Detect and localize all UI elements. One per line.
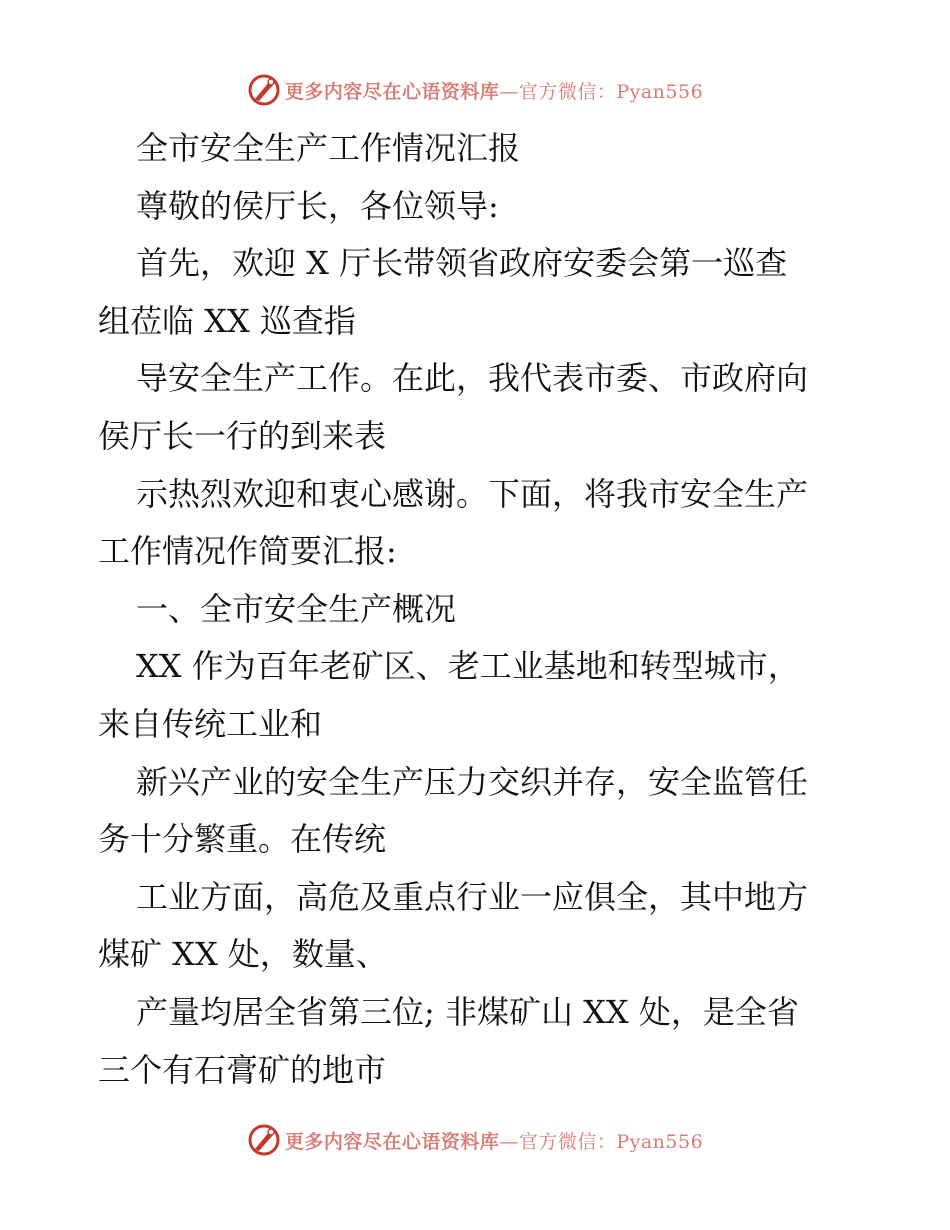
watermark-label: 更多内容尽在心语资料库: [284, 80, 500, 103]
doc-line: 工业方面，高危及重点行业一应俱全，其中地方: [136, 877, 809, 916]
footer-watermark: [0, 1120, 950, 1160]
doc-line: 侯厅长一行的到来表: [98, 416, 387, 455]
watermark-text: [285, 77, 703, 104]
doc-line: 示热烈欢迎和衷心感谢。下面，将我市安全生产: [136, 474, 809, 513]
doc-line: 产量均居全省第三位; 非煤矿山 XX 处，是全省: [136, 992, 799, 1031]
doc-line: 三个有石膏矿的地市: [98, 1050, 387, 1089]
doc-line: 新兴产业的安全生产压力交织并存，安全监管任: [136, 762, 809, 801]
document-body: [98, 120, 858, 1099]
doc-salutation: 尊敬的侯厅长，各位领导:: [136, 186, 499, 225]
doc-line: 来自传统工业和: [98, 704, 323, 743]
doc-section-heading: 一、全市安全生产概况: [136, 589, 457, 628]
doc-line: 煤矿 XX 处，数量、: [98, 935, 388, 974]
watermark-dash: —: [499, 80, 519, 103]
doc-line: 导安全生产工作。在此，我代表市委、市政府向: [136, 359, 809, 398]
doc-line: 务十分繁重。在传统: [98, 820, 387, 859]
doc-line: 工作情况作简要汇报:: [98, 532, 397, 571]
doc-line: XX 作为百年老矿区、老工业基地和转型城市，: [136, 647, 800, 686]
watermark-label: 更多内容尽在心语资料库: [284, 1130, 500, 1153]
brand-logo-icon: [247, 1123, 281, 1157]
watermark-dash: —: [499, 1130, 519, 1153]
watermark-wechat: 官方微信：Pyan556: [518, 80, 704, 103]
watermark-wechat: 官方微信：Pyan556: [518, 1130, 704, 1153]
brand-logo-icon: [247, 73, 281, 107]
watermark-text: [285, 1127, 703, 1154]
doc-line: 组莅临 XX 巡查指: [98, 301, 356, 340]
header-watermark: [0, 70, 950, 110]
doc-line: 首先，欢迎 X 厅长带领省政府安委会第一巡查: [136, 244, 788, 283]
doc-title: 全市安全生产工作情况汇报: [136, 129, 521, 167]
